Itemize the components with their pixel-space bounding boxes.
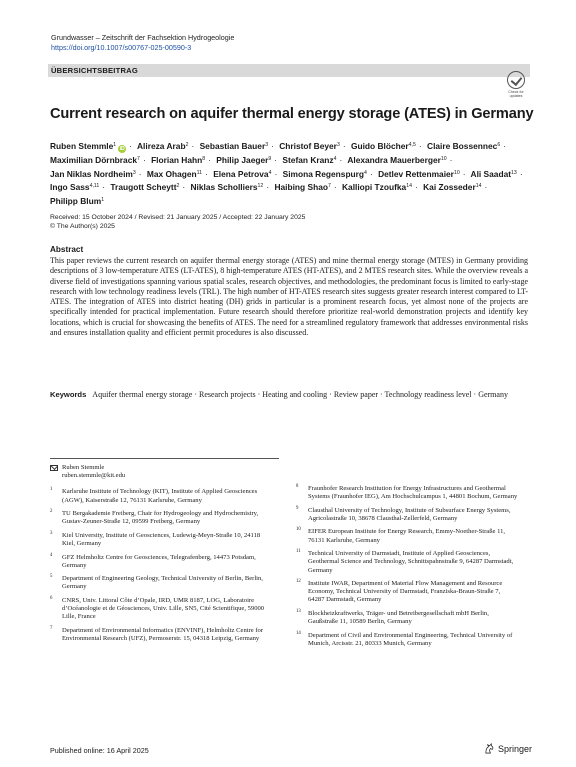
author: [274, 182, 330, 192]
author-name: Traugott Scheytt: [110, 182, 177, 193]
affiliation-number: 12: [296, 579, 301, 585]
affiliation-text: Karlsruhe Institute of Technology (KIT), Institute of Applied Geosciences (AGW), Kaiserstraße 12, 76131 Karlsruhe, Germany: [62, 488, 258, 504]
author-affiliation-number: 3: [132, 169, 136, 176]
author-affiliation-number: 4: [364, 169, 367, 176]
author-separator: ·: [342, 141, 346, 151]
copyright: © The Author(s) 2025: [50, 223, 115, 231]
author-affiliation-number: 1: [101, 197, 105, 204]
author-separator: ·: [414, 182, 418, 193]
author: [213, 169, 271, 179]
author-separator: ·: [266, 182, 270, 193]
keywords-label: Keywords: [50, 390, 87, 399]
orcid-icon[interactable]: iD: [119, 146, 125, 152]
author: [151, 155, 205, 165]
author-affiliation-number: 4: [268, 169, 272, 176]
history-dates: Received: 15 October 2024 / Revised: 21 January 2025 / Accepted: 22 January 2025: [50, 214, 306, 221]
author-separator: ·: [503, 141, 506, 151]
check-updates-icon: [507, 71, 525, 89]
abstract-heading: Abstract: [50, 245, 84, 254]
affiliation: [50, 627, 272, 643]
author-name: Philipp Blum: [50, 196, 102, 207]
author-separator: ·: [102, 182, 106, 193]
affiliation-number: 13: [296, 608, 301, 614]
article-dates: [50, 213, 305, 231]
affiliation-number: 1: [50, 487, 53, 493]
author-name: Haibing Shao: [274, 182, 328, 193]
affiliation-text: Fraunhofer Research Institution for Energy Infrastructures and Geothermal Systems (Fraunhofer IEG), Am Hochschulcampus 1, 44801 Bochum, Germany: [308, 485, 518, 501]
affiliation-number: 7: [50, 625, 53, 631]
author-name: Sebastian Bauer: [199, 141, 266, 151]
author-separator: ·: [182, 182, 186, 193]
author-name: Kai Zosseder: [423, 182, 476, 193]
affiliation-list-right: [296, 485, 518, 648]
author-name: Claire Bossennec: [427, 141, 498, 151]
affiliation-list-left: [50, 488, 272, 643]
author-name: Maximilian Dörnbrack: [50, 155, 138, 165]
affiliation: [296, 632, 518, 648]
doi-link[interactable]: https://doi.org/10.1007/s00767-025-00590-3: [51, 43, 192, 52]
author-name: Max Ohagen: [146, 168, 197, 179]
affiliation-number: 5: [50, 574, 53, 580]
author-separator: ·: [449, 155, 453, 165]
affiliations-left-column: [50, 464, 272, 649]
abstract-text: This paper reviews the current research on aquifer thermal energy storage (ATES) and mine thermal energy storage (MTES) in Germany providing descriptions of 3 low-temperature ATES (LT-ATES), 8 high-temperature ATES (HT-ATES), and 2 MTES research sites. While the overview reveals a diverse field of investigations spanning various spatial scales, research objectives, and methodologies, the predominant focus is limited to early-stage research with low technology readiness levels (TRL). The high number of HT-ATES research sites suggests greater research interest compared to LT-ATES. The integration of ATES into district heating (DH) grids in particular is a prominent research focus, yet almost none of the projects are specifically intended for practical implementation. Future research should therefore prioritize real-world demonstration projects and identify key locations, which is crucial for showcasing the benefits of ATES. The need for a streamlined regulatory framework that addresses environmental risks and ensures installation quality and efficient permit procedures is also discussed.: [50, 256, 528, 338]
author-affiliation-number: 3: [265, 142, 269, 148]
author: [423, 182, 481, 192]
author: [378, 169, 460, 179]
author-affiliation-number: 4,11: [89, 183, 100, 190]
author-affiliation-number: 12: [257, 183, 264, 190]
corresponding-author-email[interactable]: ruben.stemmle@kit.edu: [62, 472, 126, 480]
affiliation-number: 8: [296, 484, 299, 489]
author-separator: ·: [333, 182, 337, 193]
journal-name: Grundwasser – Zeitschrift der Fachsektion Hydrogeologie: [51, 33, 235, 42]
check-for-updates-badge[interactable]: [504, 71, 528, 101]
author-separator: ·: [191, 141, 195, 151]
author: [347, 155, 446, 165]
author-separator: ·: [274, 168, 278, 179]
author-name: Detlev Rettenmaier: [378, 168, 454, 179]
affiliation: [50, 575, 272, 591]
affiliation: [50, 597, 272, 622]
author-separator: ·: [208, 155, 211, 165]
author-separator: ·: [138, 168, 142, 179]
affiliation-number: 6: [50, 595, 53, 601]
author-name: Elena Petrova: [213, 168, 269, 179]
author-name: Alexandra Mauerberger: [347, 155, 441, 165]
author-separator: ·: [205, 168, 208, 179]
author: [283, 169, 367, 179]
affiliation-number: 3: [50, 530, 53, 536]
affiliation-text: GFZ Helmholtz Centre for Geosciences, Telegrafenberg, 14473 Potsdam, Germany: [62, 553, 256, 569]
affiliation-number: 10: [296, 527, 301, 533]
author: [191, 182, 264, 192]
affiliation-text: Department of Engineering Geology, Technical University of Berlin, Berlin, Germany: [62, 575, 263, 591]
author-affiliation-number: 2: [176, 183, 180, 190]
author-affiliation-number: 6: [497, 142, 501, 148]
affiliation: [50, 532, 272, 548]
affiliation-text: Blockheizkraftwerks, Träger- und Betreibergesellschaft mbH Berlin, Gaußstraße 11, 10589 Berlin, Germany: [308, 609, 489, 626]
author: [342, 182, 412, 192]
springer-horse-icon: [484, 743, 495, 754]
author-affiliation-number: 1: [113, 142, 117, 148]
author-name: Ingo Sass: [50, 182, 90, 193]
publisher-logo: [484, 743, 532, 754]
author: [50, 169, 136, 179]
author: [200, 141, 269, 151]
section-label: ÜBERSICHTSBEITRAG: [51, 66, 138, 75]
author-affiliation-number: 10: [440, 156, 447, 162]
author-name: Jan Niklas Nordheim: [50, 168, 133, 179]
author-affiliation-number: 2: [185, 142, 189, 148]
affiliation: [296, 507, 518, 523]
envelope-icon: [50, 465, 58, 471]
keywords-text: Aquifer thermal energy storage · Research projects · Heating and cooling · Review paper · Technology readiness level · Germany: [92, 390, 508, 399]
affiliation-text: EIFER European Institute for Energy Research, Emmy-Noether-Straße 11, 76131 Karlsruhe, Germany: [308, 528, 506, 544]
author: [282, 155, 336, 165]
author-name: Ali Saadat: [470, 168, 512, 179]
author-affiliation-number: 13: [511, 169, 517, 176]
author: [471, 169, 517, 179]
author-separator: ·: [462, 168, 466, 179]
author-name: Niklas Scholliers: [190, 182, 258, 193]
affiliation: [50, 554, 272, 570]
author-list: [50, 139, 528, 208]
author-name: Christof Beyer: [279, 141, 337, 151]
affiliation-number: 9: [296, 505, 299, 511]
author-affiliation-number: 7: [137, 156, 140, 162]
author-separator: ·: [519, 168, 523, 179]
affiliation-text: Clausthal University of Technology, Institute of Subsurface Energy Systems, Agricolastraße 10, 38678 Clausthal-Zellerfeld, Germany: [308, 506, 511, 522]
affiliation: [296, 485, 518, 501]
keywords: [50, 390, 528, 400]
affiliation: [50, 510, 272, 526]
author-affiliation-number: 11: [196, 169, 203, 176]
publisher-name: Springer: [498, 743, 533, 754]
author-name: Philip Jaeger: [216, 155, 269, 165]
author-affiliation-number: 14: [406, 183, 412, 190]
author: [50, 155, 140, 165]
affiliation: [50, 488, 272, 504]
affiliation-text: CNRS, Univ. Littoral Côte d’Opale, IRD, UMR 8187, LOG, Laboratoire d’Océanologie et de Géosciences, Univ. Lille, SN5, Cité Scientifique, 59000 Lille, France: [62, 596, 265, 621]
author-separator: ·: [484, 182, 488, 193]
author-affiliation-number: 3: [336, 142, 340, 148]
correspondence: [50, 464, 272, 480]
affiliation-number: 2: [50, 509, 53, 515]
affiliation-divider: [50, 458, 279, 459]
affiliation: [296, 550, 518, 575]
check-updates-label: Check for updates: [508, 90, 524, 98]
author-name: Kalliopi Tzoufka: [341, 182, 407, 193]
author-affiliation-number: 7: [327, 183, 331, 190]
author: [279, 141, 340, 151]
author-separator: ·: [369, 168, 373, 179]
author: [427, 141, 500, 151]
affiliation-text: Kiel University, Institute of Geosciences, Ludewig-Meyn-Straße 10, 24118 Kiel, Germany: [62, 531, 261, 548]
author: [50, 141, 126, 151]
affiliation: [296, 580, 518, 605]
author-separator: ·: [274, 155, 278, 165]
affiliation-text: Department of Civil and Environmental Engineering, Technical University of Munich, Arcisstr. 21, 80333 Munich, Germany: [308, 631, 513, 647]
author-separator: ·: [142, 155, 146, 165]
author: [147, 169, 202, 179]
author-affiliation-number: 8: [202, 156, 206, 162]
author-separator: ·: [129, 141, 132, 151]
author-name: Simona Regenspurg: [282, 168, 365, 179]
author: [110, 182, 179, 192]
affiliation-number: 11: [296, 549, 301, 555]
author-name: Florian Hahn: [151, 155, 203, 165]
author: [50, 196, 104, 206]
affiliation-text: Department of Environmental Informatics (ENVINF), Helmholtz Centre for Environmental Research (UFZ), Permoserstr. 15, 04318 Leipzig, Germany: [62, 626, 264, 643]
author: [50, 182, 99, 192]
published-date: Published online: 16 April 2025: [50, 746, 149, 755]
author-name: Stefan Kranz: [282, 155, 334, 165]
article-title: Current research on aquifer thermal energy storage (ATES) in Germany: [50, 106, 534, 122]
author-name: Ruben Stemmle: [50, 141, 114, 151]
author-affiliation-number: 10: [453, 169, 460, 176]
affiliation-text: Technical University of Darmstadt, Institute of Applied Geosciences, Geothermal Science and Technology, Schnittspahnstraße 9, 64287 Darmstadt, Germany: [308, 550, 514, 574]
affiliation-number: 4: [50, 552, 53, 558]
affiliation: [296, 610, 518, 626]
affiliation: [296, 528, 518, 544]
author-name: Guido Blöcher: [350, 141, 409, 151]
affiliation-number: 14: [296, 630, 301, 636]
author-separator: ·: [339, 155, 343, 165]
author: [351, 141, 416, 151]
author-affiliation-number: 14: [475, 183, 482, 190]
author-affiliation-number: 4,5: [408, 142, 416, 148]
author: [216, 155, 271, 165]
affiliations-right-column: [296, 485, 518, 653]
author: [137, 141, 188, 151]
author-name: Alireza Arab: [137, 141, 186, 151]
author-separator: ·: [418, 141, 422, 151]
author-affiliation-number: 9: [268, 156, 272, 162]
author-separator: ·: [271, 141, 274, 151]
author-affiliation-number: 4: [333, 156, 337, 162]
corresponding-author-name: Ruben Stemmle: [62, 464, 105, 471]
affiliation-text: Institute IWAR, Department of Material Flow Management and Resource Economy, Technical University of Darmstadt, Franziska-Braun-Straße 7, 64287 Darmstadt, Germany: [308, 580, 503, 604]
affiliation-text: TU Bergakademie Freiberg, Chair for Hydrogeology and Hydrochemistry, Gustav-Zeuner-Straße 12, 09599 Freiberg, Germany: [62, 510, 259, 526]
